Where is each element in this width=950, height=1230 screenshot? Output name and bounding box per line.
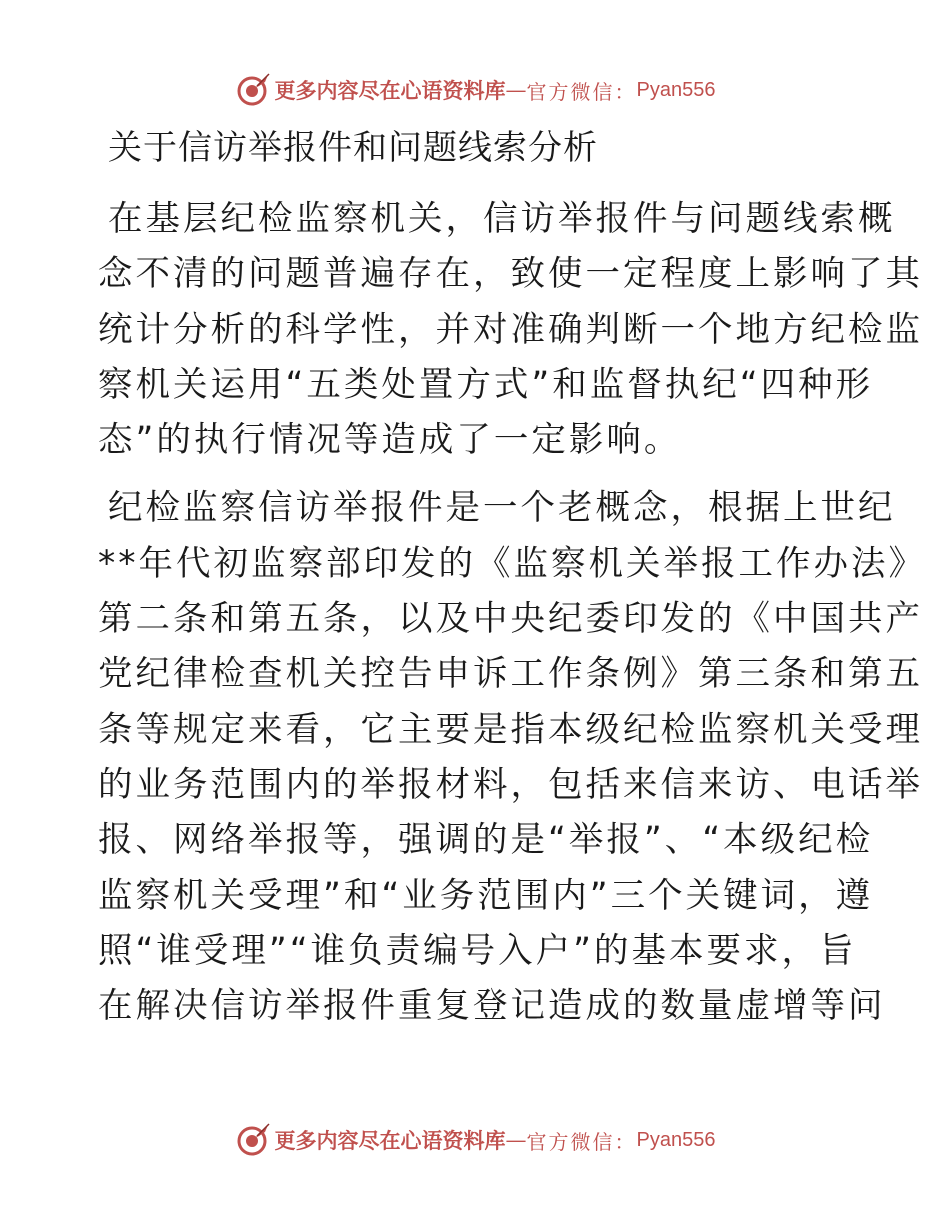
quill-logo-icon [235, 1122, 271, 1158]
watermark-wechat-id: Pyan556 [636, 1128, 716, 1151]
quill-logo-icon [235, 72, 271, 108]
watermark-brand: 更多内容尽在心语资料库 [274, 78, 506, 103]
text-line: 的业务范围内的举报材料，包括来信来访、电话举 [98, 764, 923, 805]
paragraph-2 [98, 481, 926, 1034]
text-line: 监察机关受理”和“业务范围内”三个关键词，遵 [98, 875, 874, 916]
document-title: 关于信访举报件和问题线索分析 [108, 128, 598, 168]
paragraph-1 [98, 192, 923, 468]
header-watermark [0, 70, 950, 110]
text-line: 报、网络举报等，强调的是“举报”、“本级纪检 [98, 820, 874, 861]
text-line: 在基层纪检监察机关，信访举报件与问题线索概 [108, 199, 896, 239]
watermark-wechat-label: 官方微信： [526, 79, 637, 104]
watermark-wechat-label: 官方微信： [526, 1129, 637, 1154]
text-line: 察机关运用“五类处置方式”和监督执纪“四种形 [98, 364, 874, 405]
text-line: 念不清的问题普遍存在，致使一定程度上影响了其 [98, 254, 923, 295]
text-line: 照“谁受理”“谁负责编号入户”的基本要求，旨 [98, 930, 857, 971]
footer-watermark [0, 1120, 950, 1160]
watermark-separator: — [505, 78, 527, 102]
text-line: 纪检监察信访举报件是一个老概念，根据上世纪 [108, 488, 896, 529]
text-line: **年代初监察部印发的《监察机关举报工作办法》 [98, 543, 926, 584]
watermark-brand: 更多内容尽在心语资料库 [274, 1128, 506, 1153]
watermark-separator: — [505, 1128, 527, 1152]
text-line: 第二条和第五条，以及中央纪委印发的《中国共产 [98, 599, 923, 640]
text-line: 条等规定来看，它主要是指本级纪检监察机关受理 [98, 709, 923, 750]
text-line: 在解决信访举报件重复登记造成的数量虚增等问 [98, 986, 886, 1027]
watermark-wechat-id: Pyan556 [636, 78, 716, 101]
document-body [98, 192, 926, 1047]
text-line: 党纪律检查机关控告申诉工作条例》第三条和第五 [98, 654, 923, 695]
text-line: 统计分析的科学性，并对准确判断一个地方纪检监 [98, 309, 923, 350]
text-line: 态”的执行情况等造成了一定影响。 [98, 420, 682, 461]
